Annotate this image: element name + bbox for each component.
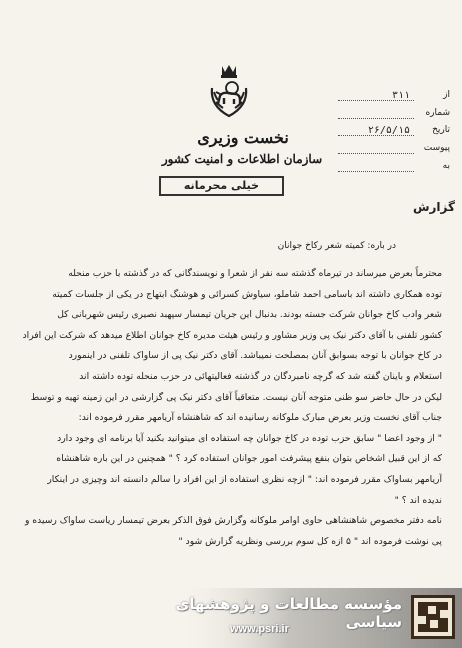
report-body: [16, 264, 442, 552]
meta-attachment-label: پیوست: [423, 143, 450, 153]
subject-line: در باره: کمیته شعر رکاخ جوانان: [277, 241, 396, 251]
meta-from-label: از: [443, 90, 450, 100]
body-line: در کاخ جوانان با توجه بسوابق آنان بمصلحت نمیباشد. آقای دکتر نیک پی از ساواک تلفنی در اینمورد: [68, 350, 442, 362]
organization-subtitle: سازمان اطلاعات و امنیت کشور: [161, 152, 323, 166]
psri-logo-icon: [411, 595, 455, 639]
meta-attachment-line: [338, 153, 414, 154]
report-title: گزارش: [412, 200, 455, 214]
meta-date: [338, 125, 450, 140]
meta-date-label: تاریخ: [432, 125, 450, 135]
meta-to: [338, 161, 450, 176]
body-line: نامه دفتر مخصوص شاهنشاهی حاوی اوامر ملوکانه وگزارش فوق الذکر بعرض تیمسار ریاست ساواک رسیده و: [24, 515, 442, 527]
organization-name: نخست وزیری: [197, 128, 289, 147]
body-line: کشور تلفنی با آقای دکتر نیک پی وزیر مشاور و رئیس هیئت مدیره کاخ جوانان اطلاع میدهد که شرکت این افراد: [22, 329, 442, 341]
body-line: جناب آقای نخست وزیر بعرض مبارک ملوکانه رسانیده اند که شاهنشاه آریامهر مقرر فرموده اند:: [78, 412, 442, 424]
body-line: استعلام و باینان گفته شد که گرچه نامبردگان در گذشته فعالیتهائی در حزب منحله توده داشته اند: [79, 370, 442, 382]
meta-from: [338, 90, 450, 105]
meta-number-line: [338, 118, 414, 119]
meta-date-value: ۲۶/۵/۱۵: [367, 125, 410, 136]
meta-from-value: ۳۱۱: [391, 90, 410, 101]
classification-stamp: خیلی محرمانه: [159, 176, 284, 196]
meta-number-label: شماره: [425, 108, 450, 118]
body-line: که از این قبیل اشخاص بتوان بنفع پیشرفت امور جوانان استفاده کرد ؟ " همچنین در این باره شاهنشاه: [56, 453, 442, 465]
lion-and-sun-emblem-icon: [206, 62, 252, 120]
watermark-title: مؤسسه مطالعات و پژوهشهای سیاسی: [175, 595, 402, 631]
meta-from-line: [338, 100, 414, 101]
body-line: آریامهر بساواک مقرر فرموده اند: " ازچه نظری استفاده از این افراد را سالم دانسته اند وچیزی در اینکار: [47, 473, 442, 485]
meta-to-label: به: [442, 161, 450, 171]
meta-attachment: [338, 143, 450, 158]
body-line: " از وجود اعضا " سابق حزب توده در کاخ جوانان چه استفاده ای میتوانید بکنید آیا برنامه ای وجود دارد: [57, 432, 442, 444]
meta-number: [338, 108, 450, 123]
meta-to-line: [338, 171, 414, 172]
body-line: ندیده اند ؟ ": [394, 494, 442, 506]
meta-date-line: [338, 135, 414, 136]
body-line: محترماً بعرض میرساند در تیرماه گذشته سه نفر از شعرا و نویسندگانی که در گذشته با حزب منحله: [68, 268, 442, 279]
body-line: توده همکاری داشته اند باسامی احمد شاملو، سیاوش کسرائی و هوشنگ ابتهاج در یکی از جلسات کمیته: [52, 288, 442, 300]
body-line: لیکن در حال حاضر سو ظنی متوجه آنان نیست. متعاقباً آقای دکتر نیک پی گزارشی در این زمینه تهیه و توسط: [30, 391, 442, 403]
body-line: پی نوشت فرموده اند " ۵ ازه کل سوم بررسی ونظریه گزارش شود ": [178, 535, 442, 547]
watermark-url: www.psri.ir: [230, 623, 289, 635]
body-line: شعر وادب کاخ جوانان شرکت جسته بودند. بدنبال این جریان تیمسار سپهبد نصیری رئیس شهربانی کل: [57, 309, 442, 321]
